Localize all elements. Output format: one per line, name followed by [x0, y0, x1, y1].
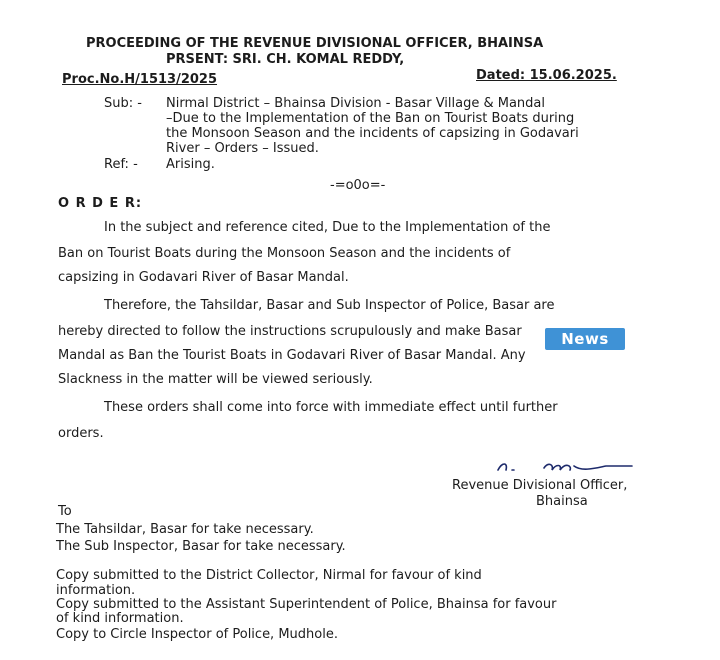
dated: Dated: 15.06.2025. [476, 68, 617, 83]
reference-text: Arising. [166, 157, 215, 172]
order-paragraph-line: hereby directed to follow the instructions scrupulously and make Basar [58, 324, 522, 339]
copy-line: Copy submitted to the District Collector, Nirmal for favour of kind [56, 568, 482, 583]
subject-line: Nirmal District – Bhainsa Division - Basar Village & Mandal [166, 96, 546, 111]
order-paragraph-line: These orders shall come into force with immediate effect until further [104, 400, 558, 415]
subject-line: the Monsoon Season and the incidents of capsizing in Godavari [166, 126, 579, 141]
order-paragraph-line: orders. [58, 426, 104, 441]
copy-line: of kind information. [56, 611, 184, 626]
order-paragraph-line: In the subject and reference cited, Due to the Implementation of the [104, 220, 551, 235]
subject-line: River – Orders – Issued. [166, 141, 319, 156]
signature-scribble [496, 458, 636, 478]
copy-line: Copy submitted to the Assistant Superintendent of Police, Bhainsa for favour [56, 597, 557, 612]
to-recipient: The Sub Inspector, Basar for take necessary. [56, 539, 346, 554]
copy-line: information. [56, 583, 136, 598]
to-recipient: The Tahsildar, Basar for take necessary. [56, 522, 314, 537]
copy-line: Copy to Circle Inspector of Police, Mudhole. [56, 627, 338, 642]
header-present: PRSENT: SRI. CH. KOMAL REDDY, [166, 52, 405, 67]
order-paragraph-line: capsizing in Godavari River of Basar Mandal. [58, 270, 349, 285]
to-label: To [58, 504, 72, 519]
news-watermark: News [545, 328, 625, 350]
order-paragraph-line: Therefore, the Tahsildar, Basar and Sub Inspector of Police, Basar are [104, 298, 555, 313]
signatory-place: Bhainsa [536, 494, 588, 509]
subject-label: Sub: - [104, 96, 142, 111]
reference-label: Ref: - [104, 157, 138, 172]
order-paragraph-line: Slackness in the matter will be viewed seriously. [58, 372, 373, 387]
separator: -=o0o=- [330, 178, 386, 193]
order-paragraph-line: Ban on Tourist Boats during the Monsoon Season and the incidents of [58, 246, 511, 261]
header-title: PROCEEDING OF THE REVENUE DIVISIONAL OFFICER, BHAINSA [86, 36, 544, 51]
order-heading: O R D E R: [58, 196, 143, 211]
subject-line: –Due to the Implementation of the Ban on Tourist Boats during [166, 111, 575, 126]
order-paragraph-line: Mandal as Ban the Tourist Boats in Godavari River of Basar Mandal. Any [58, 348, 526, 363]
signatory-title: Revenue Divisional Officer, [452, 478, 628, 493]
proc-number: Proc.No.H/1513/2025 [62, 72, 218, 87]
